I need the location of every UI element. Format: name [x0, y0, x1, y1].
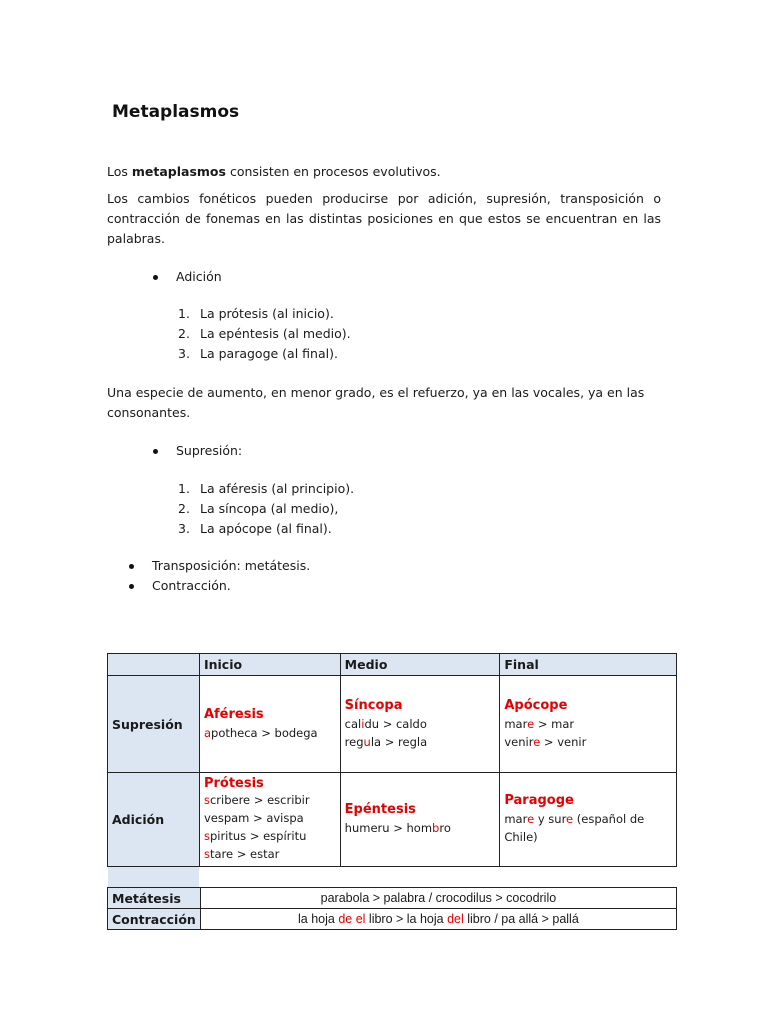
- table-gap-shade: [108, 867, 199, 887]
- bullet-dot-icon: [129, 564, 134, 569]
- cell-paragoge: Paragoge mare y sure (español de Chile): [500, 773, 677, 867]
- contraccion-example: la hoja de el libro > la hoja del libro / pa allá > pallá: [200, 909, 676, 930]
- changes-paragraph: [107, 189, 661, 249]
- header-medio: Medio: [340, 654, 500, 676]
- cell-sincopa: Síncopa calidu > caldo regula > regla: [340, 676, 500, 773]
- bullet-contraccion: Contracción.: [129, 576, 231, 596]
- refuerzo-paragraph: Una especie de aumento, en menor grado, es el refuerzo, ya en las vocales, ya en las consonantes.: [107, 385, 645, 420]
- bullet-adicion-label: Adición: [176, 269, 222, 284]
- list-item: 2. La epéntesis (al medio).: [178, 326, 351, 341]
- table-row: [108, 888, 677, 909]
- intro-post: consisten en procesos evolutivos.: [225, 164, 441, 179]
- row-label-supresion: Supresión: [108, 676, 200, 773]
- table-header-row: [108, 654, 677, 676]
- cell-aferesis: Aféresis apotheca > bodega: [199, 676, 340, 773]
- intro-pre: Los: [107, 164, 132, 179]
- page-title: Metaplasmos: [112, 102, 240, 122]
- intro-paragraph: [107, 162, 661, 182]
- changes-line-3: palabras.: [107, 231, 165, 246]
- bullet-transposicion: Transposición: metátesis.: [129, 556, 310, 576]
- list-item: 2. La síncopa (al medio),: [178, 501, 339, 516]
- cell-protesis: Prótesis scribere > escribir vespam > avispa spiritus > espíritu stare > estar: [199, 773, 340, 867]
- metaplasmos-table: [107, 653, 677, 867]
- metatesis-contraccion-table: [107, 887, 677, 930]
- list-item: 1. La prótesis (al inicio).: [178, 306, 334, 321]
- cell-epentesis: Epéntesis humeru > hombro: [340, 773, 500, 867]
- list-item: 1. La aféresis (al principio).: [178, 481, 355, 496]
- bullet-supresion-label: Supresión:: [176, 443, 243, 458]
- table-row: [108, 909, 677, 930]
- changes-line-2: contracción de fonemas en las distintas posiciones en que estos se encuentran en las: [107, 211, 661, 226]
- bullet-dot-icon: [129, 584, 134, 589]
- intro-bold-term: metaplasmos: [131, 164, 226, 179]
- list-item: 3. La apócope (al final).: [178, 521, 332, 536]
- table-corner-cell: [108, 654, 200, 676]
- bullet-adicion: [153, 267, 222, 287]
- list-item: 3. La paragoge (al final).: [178, 346, 338, 361]
- changes-line-1: Los cambios fonéticos pueden producirse por adición, supresión, transposición o: [107, 191, 661, 206]
- row-label-metatesis: Metátesis: [108, 888, 201, 909]
- header-final: Final: [500, 654, 677, 676]
- table-row: [108, 676, 677, 773]
- bullet-dot-icon: [153, 275, 158, 280]
- table-row: [108, 773, 677, 867]
- bullet-supresion: [153, 441, 242, 461]
- row-label-contraccion: Contracción: [108, 909, 201, 930]
- row-label-adicion: Adición: [108, 773, 200, 867]
- metatesis-example: parabola > palabra / crocodilus > cocodrilo: [200, 888, 676, 909]
- header-inicio: Inicio: [199, 654, 340, 676]
- cell-apocope: Apócope mare > mar venire > venir: [500, 676, 677, 773]
- bullet-dot-icon: [153, 449, 158, 454]
